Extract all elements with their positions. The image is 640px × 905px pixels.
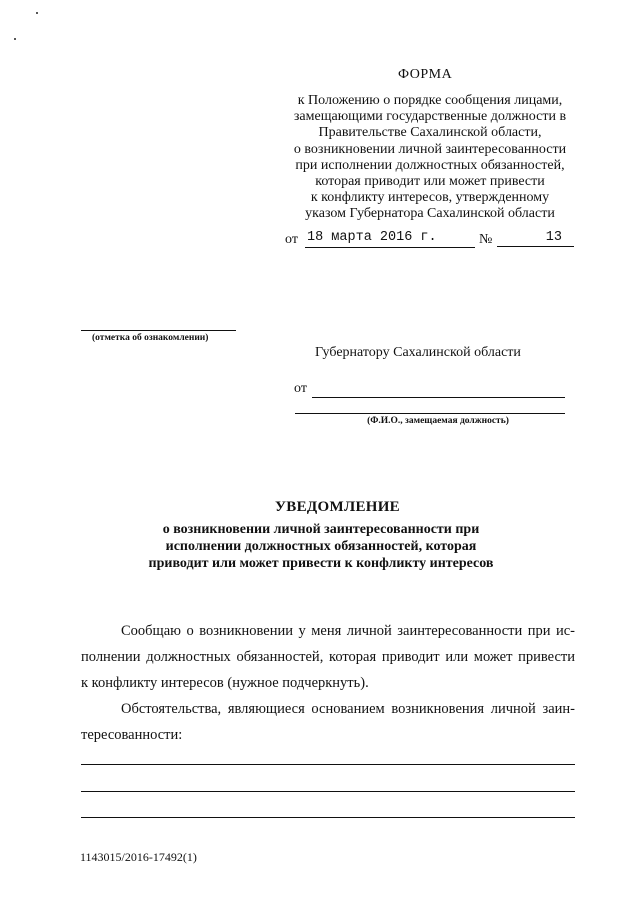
document-code: 1143015/2016-17492(1) bbox=[80, 850, 197, 864]
decree-date: 18 марта 2016 г. bbox=[305, 230, 475, 248]
fill-in-line bbox=[81, 817, 575, 818]
annex-line: замещающими государственные должности в bbox=[293, 109, 567, 125]
body-line: Обстоятельства, являющиеся основанием возникновения личной заин- bbox=[121, 701, 575, 717]
scan-speck bbox=[36, 12, 38, 14]
annex-line: о возникновении личной заинтересованности bbox=[293, 141, 567, 157]
body-paragraph-2 bbox=[81, 696, 575, 748]
annex-line: которая приводит или может привести bbox=[315, 174, 545, 190]
annex-line: при исполнении должностных обязанностей, bbox=[295, 157, 565, 173]
number-label: № bbox=[479, 232, 493, 247]
sender-row bbox=[294, 381, 569, 401]
notice-subtitle bbox=[140, 521, 502, 572]
notice-title: УВЕДОМЛЕНИЕ bbox=[275, 499, 400, 515]
annex-reference bbox=[280, 93, 580, 223]
body-line: Сообщаю о возникновении у меня личной заинтересованности при ис- bbox=[121, 623, 575, 639]
body-line: полнении должностных обязанностей, которая приводит или может привести bbox=[81, 649, 575, 665]
body-line: тересованности: bbox=[81, 727, 183, 743]
form-title: ФОРМА bbox=[398, 67, 453, 82]
decree-number: 13 bbox=[497, 230, 574, 247]
fill-in-line bbox=[81, 791, 575, 792]
annex-line: к конфликту интересов, утвержденному bbox=[310, 190, 550, 206]
fill-in-line bbox=[81, 764, 575, 765]
annex-line: указом Губернатора Сахалинской области bbox=[305, 206, 555, 222]
subtitle-line: исполнении должностных обязанностей, которая bbox=[165, 539, 477, 554]
acknowledgement-line bbox=[81, 330, 236, 331]
date-prefix: от bbox=[285, 232, 298, 247]
scan-speck bbox=[14, 38, 16, 40]
annex-line: к Положению о порядке сообщения лицами, bbox=[297, 93, 563, 108]
body-line: к конфликту интересов (нужное подчеркнуть). bbox=[81, 675, 369, 691]
acknowledgement-label: (отметка об ознакомлении) bbox=[92, 333, 209, 343]
annex-line: Правительстве Сахалинской области, bbox=[318, 125, 542, 141]
subtitle-line: приводит или может привести к конфликту интересов bbox=[148, 556, 494, 571]
addressee: Губернатору Сахалинской области bbox=[315, 345, 521, 360]
fio-blank-line bbox=[295, 413, 565, 414]
body-paragraph-1 bbox=[81, 618, 575, 696]
decree-date-row bbox=[285, 230, 585, 250]
sender-prefix: от bbox=[294, 381, 307, 396]
fio-label: (Ф.И.О., замещаемая должность) bbox=[367, 416, 509, 426]
sender-blank-line bbox=[312, 397, 565, 398]
subtitle-line: о возникновении личной заинтересованности при bbox=[162, 522, 480, 537]
